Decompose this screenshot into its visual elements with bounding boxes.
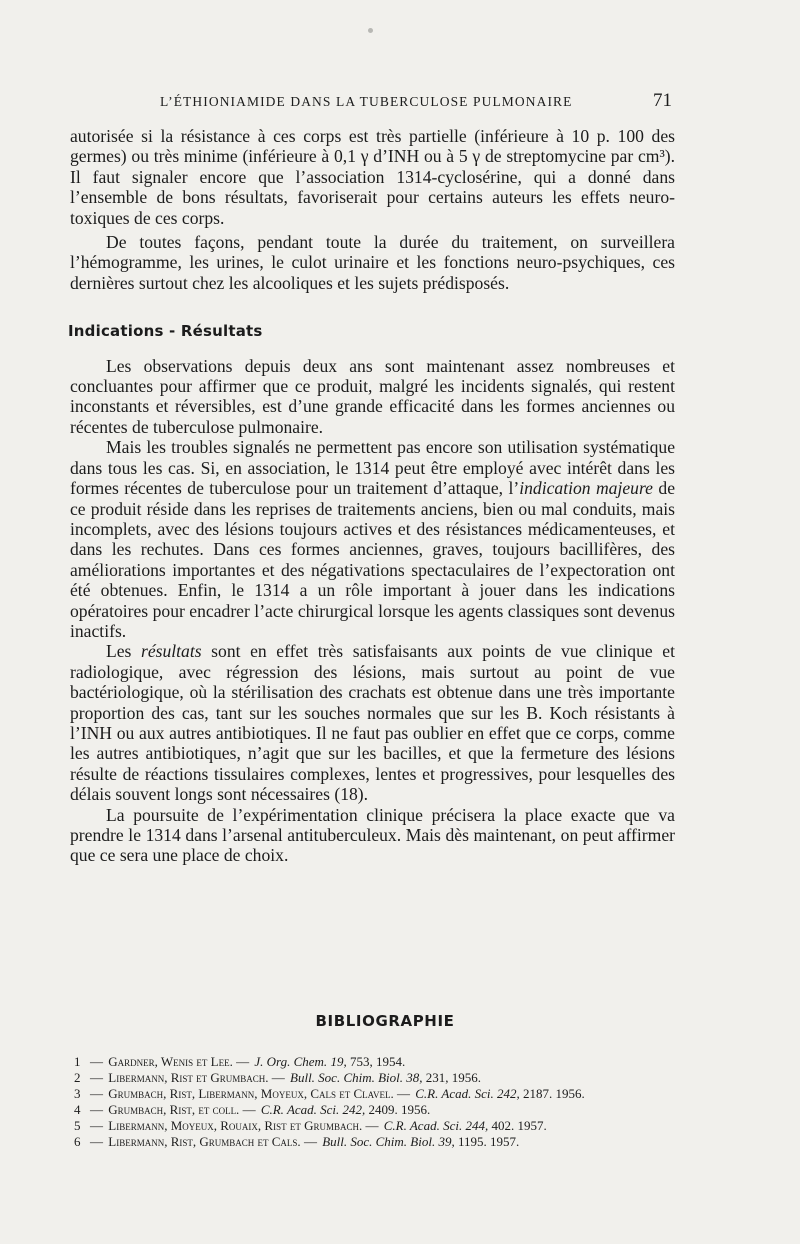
reference-number: 3 bbox=[74, 1086, 81, 1101]
reference-authors: Libermann, Rist et Grumbach. bbox=[108, 1070, 269, 1085]
paragraph-3: Les observations depuis deux ans sont maintenant assez nombreuses et concluantes pour affirmer que ce produit, malgré les incidents signalés, qui restent inconstants et réversibles, est d’une grande efficacité dans les formes anciennes ou récentes de tuberculose pulmonaire. bbox=[70, 355, 675, 437]
paragraph-4-text-b: de ce produit réside dans les reprises de traitements anciens, bien ou mal conduits, mais incomplets, avec des lésions toujours actives et des résistances médicamenteuses, et dans les rechutes. Dans ces formes anciennes, graves, toujours bacillifères, des améliorations importantes et des négativations spectaculaires de l’expectoration ont été obtenues. Enfin, le 1314 a un rôle important à jouer dans les indications opératoires pour encadrer l’acte chirurgical lorsque les agents classiques sont devenus inactifs. bbox=[70, 478, 675, 641]
reference-item bbox=[74, 1102, 684, 1118]
bibliography-list bbox=[74, 1054, 684, 1150]
reference-item bbox=[74, 1118, 684, 1134]
reference-volume: 19, bbox=[330, 1054, 347, 1069]
reference-journal: C.R. Acad. Sci. bbox=[260, 1102, 340, 1117]
reference-volume: 244, bbox=[465, 1118, 489, 1133]
reference-authors: Libermann, Moyeux, Rouaix, Rist et Grumbach. bbox=[108, 1118, 363, 1133]
page-header bbox=[160, 90, 672, 112]
section-heading: Indications - Résultats bbox=[68, 322, 263, 341]
reference-details: 1195. 1957. bbox=[454, 1134, 520, 1149]
reference-authors: Gardner, Wenis et Lee. bbox=[108, 1054, 233, 1069]
reference-details: 2187. 1956. bbox=[519, 1086, 585, 1101]
reference-number: 5 bbox=[74, 1118, 81, 1133]
reference-details: 402. 1957. bbox=[488, 1118, 547, 1133]
reference-number: 6 bbox=[74, 1134, 81, 1149]
reference-journal: J. Org. Chem. bbox=[254, 1054, 328, 1069]
paragraph-6: La poursuite de l’expérimentation clinique précisera la place exacte que va prendre le 1314 dans l’arsenal antituberculeux. Mais dès maintenant, on peut affirmer que ce sera une place de choix. bbox=[70, 804, 675, 866]
reference-volume: 242, bbox=[496, 1086, 520, 1101]
paragraph-2: De toutes façons, pendant toute la durée du traitement, on surveillera l’hémogramme, les urines, le culot urinaire et les fonctions neuro-psychiques, ces dernières surtout chez les alcooliques et les sujets prédisposés. bbox=[70, 232, 675, 293]
reference-item bbox=[74, 1070, 684, 1086]
paragraph-1: autorisée si la résistance à ces corps est très partielle (inférieure à 10 p. 100 des germes) ou très minime (inférieure à 0,1 γ d’INH ou à 5 γ de streptomycine par cm³). Il faut signaler encore que l’association 1314-cyclosérine, qui a donné dans l’ensemble de bons résultats, favoriserait pour certains auteurs les effets neuro-toxiques de ces corps. bbox=[70, 126, 675, 228]
reference-number: 1 bbox=[74, 1054, 81, 1069]
paragraph-5 bbox=[70, 641, 675, 804]
paragraph-4-emphasis: indication majeure bbox=[519, 478, 653, 499]
print-speck bbox=[368, 28, 373, 33]
reference-text: — Libermann, Rist, Grumbach et Cals. — Bull. Soc. Chim. Biol. 39, 1195. 1957. bbox=[90, 1134, 520, 1149]
reference-item bbox=[74, 1054, 684, 1070]
reference-journal: C.R. Acad. Sci. bbox=[383, 1118, 463, 1133]
reference-authors: Libermann, Rist, Grumbach et Cals. bbox=[108, 1134, 301, 1149]
reference-details: 2409. 1956. bbox=[365, 1102, 431, 1117]
reference-authors: Grumbach, Rist, et coll. bbox=[108, 1102, 240, 1117]
reference-journal: C.R. Acad. Sci. bbox=[415, 1086, 494, 1101]
reference-journal: Bull. Soc. Chim. Biol. bbox=[290, 1070, 404, 1085]
reference-details: 753, 1954. bbox=[346, 1054, 406, 1069]
paragraph-5-text-a: Les bbox=[106, 641, 141, 662]
paragraph-5-emphasis: résultats bbox=[140, 641, 202, 662]
bibliography-title: BIBLIOGRAPHIE bbox=[315, 1012, 455, 1030]
reference-authors: Grumbach, Rist, Libermann, Moyeux, Cals et Clavel. bbox=[108, 1086, 394, 1101]
reference-number: 2 bbox=[74, 1070, 81, 1085]
reference-volume: 242, bbox=[342, 1102, 366, 1117]
paragraph-5-text-b: sont en effet très satisfaisants aux points de vue clinique et radiologique, avec régression des lésions, mais surtout au point de vue bactériologique, où la stérilisation des crachats est obtenue dans une très importante proportion des cas, tant sur les souches normales que sur les B. Koch résistants à l’INH ou aux autres antibiotiques. Il ne faut pas oublier en effet que ce corps, comme les autres antibiotiques, n’agit que sur les bacilles, et que la fermeture des lésions résulte de réactions tissulaires complexes, lentes et progressives, pour lesquelles des délais souvent longs sont nécessaires (18). bbox=[70, 641, 675, 805]
paragraph-4-text-a: Mais les troubles signalés ne permettent pas encore son utilisation systématique dans tous les cas. Si, en association, le 1314 peut être employé avec intérêt dans les formes récentes de tuberculose pour un traitement d’attaque, l’ bbox=[70, 437, 675, 499]
reference-number: 4 bbox=[74, 1102, 81, 1117]
reference-volume: 38, bbox=[406, 1070, 423, 1085]
reference-text: — Gardner, Wenis et Lee. — J. Org. Chem. 19, 753, 1954. bbox=[90, 1054, 406, 1069]
reference-text: — Libermann, Rist et Grumbach. — Bull. Soc. Chim. Biol. 38, 231, 1956. bbox=[90, 1070, 482, 1085]
running-title: L’ÉTHIONIAMIDE DANS LA TUBERCULOSE PULMONAIRE bbox=[160, 94, 573, 109]
reference-text: — Grumbach, Rist, Libermann, Moyeux, Cals et Clavel. — C.R. Acad. Sci. 242, 2187. 1956. bbox=[90, 1086, 585, 1101]
paragraph-4 bbox=[70, 437, 675, 641]
reference-journal: Bull. Soc. Chim. Biol. bbox=[322, 1134, 436, 1149]
reference-volume: 39, bbox=[438, 1134, 455, 1149]
reference-text: — Grumbach, Rist, et coll. — C.R. Acad. Sci. 242, 2409. 1956. bbox=[90, 1102, 431, 1117]
reference-text: — Libermann, Moyeux, Rouaix, Rist et Grumbach. — C.R. Acad. Sci. 244, 402. 1957. bbox=[90, 1118, 547, 1133]
reference-item bbox=[74, 1086, 684, 1102]
article-body bbox=[70, 126, 675, 866]
reference-details: 231, 1956. bbox=[422, 1070, 482, 1085]
page-number: 71 bbox=[653, 90, 672, 111]
reference-item bbox=[74, 1134, 684, 1150]
